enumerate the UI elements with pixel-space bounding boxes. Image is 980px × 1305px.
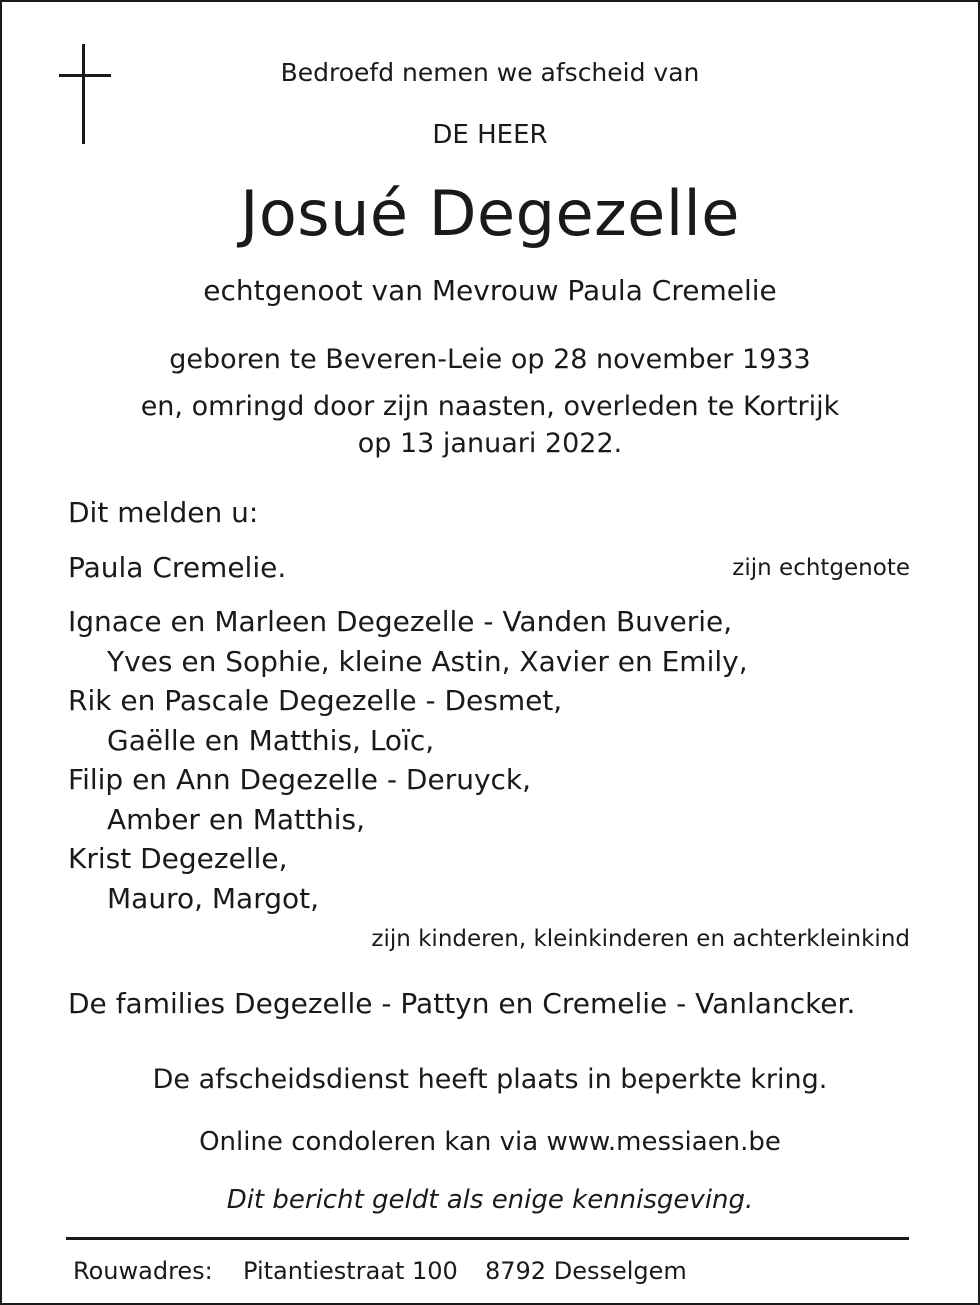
spouse-role: zijn echtgenote (732, 555, 910, 581)
address-city: 8792 Desselgem (485, 1257, 687, 1285)
family-line: Krist Degezelle, (68, 842, 288, 875)
service-info: De afscheidsdienst heeft plaats in beperkte kring. (152, 1064, 828, 1095)
family-line: Filip en Ann Degezelle - Deruyck, (68, 763, 532, 796)
announcers-heading: Dit melden u: (68, 496, 259, 529)
notice-text: Dit bericht geldt als enige kennisgeving. (226, 1185, 754, 1215)
address-label: Rouwadres: (73, 1257, 213, 1285)
family-role: zijn kinderen, kleinkinderen en achterkleinkind (371, 926, 910, 952)
birth-line: geboren te Beveren-Leie op 28 november 1933 (169, 344, 811, 375)
address-street: Pitantiestraat 100 (243, 1257, 458, 1285)
family-line: Mauro, Margot, (107, 882, 320, 915)
family-line: Amber en Matthis, (107, 803, 366, 836)
online-condolence: Online condoleren kan via www.messiaen.be (199, 1127, 781, 1157)
divider (66, 1237, 909, 1240)
deceased-name: Josué Degezelle (240, 177, 740, 250)
family-line: Yves en Sophie, kleine Astin, Xavier en Emily, (107, 645, 748, 678)
spouse-line: echtgenoot van Mevrouw Paula Cremelie (203, 274, 777, 307)
honorific-title: DE HEER (432, 120, 548, 150)
death-date-line: op 13 januari 2022. (357, 428, 623, 459)
intro-text: Bedroefd nemen we afscheid van (280, 58, 700, 87)
death-line: en, omringd door zijn naasten, overleden te Kortrijk (140, 391, 840, 422)
families-line: De families Degezelle - Pattyn en Cremelie - Vanlancker. (68, 987, 856, 1020)
family-line: Ignace en Marleen Degezelle - Vanden Buverie, (68, 605, 733, 638)
spouse-name: Paula Cremelie. (68, 551, 287, 584)
family-line: Rik en Pascale Degezelle - Desmet, (68, 684, 563, 717)
family-line: Gaëlle en Matthis, Loïc, (107, 724, 435, 757)
